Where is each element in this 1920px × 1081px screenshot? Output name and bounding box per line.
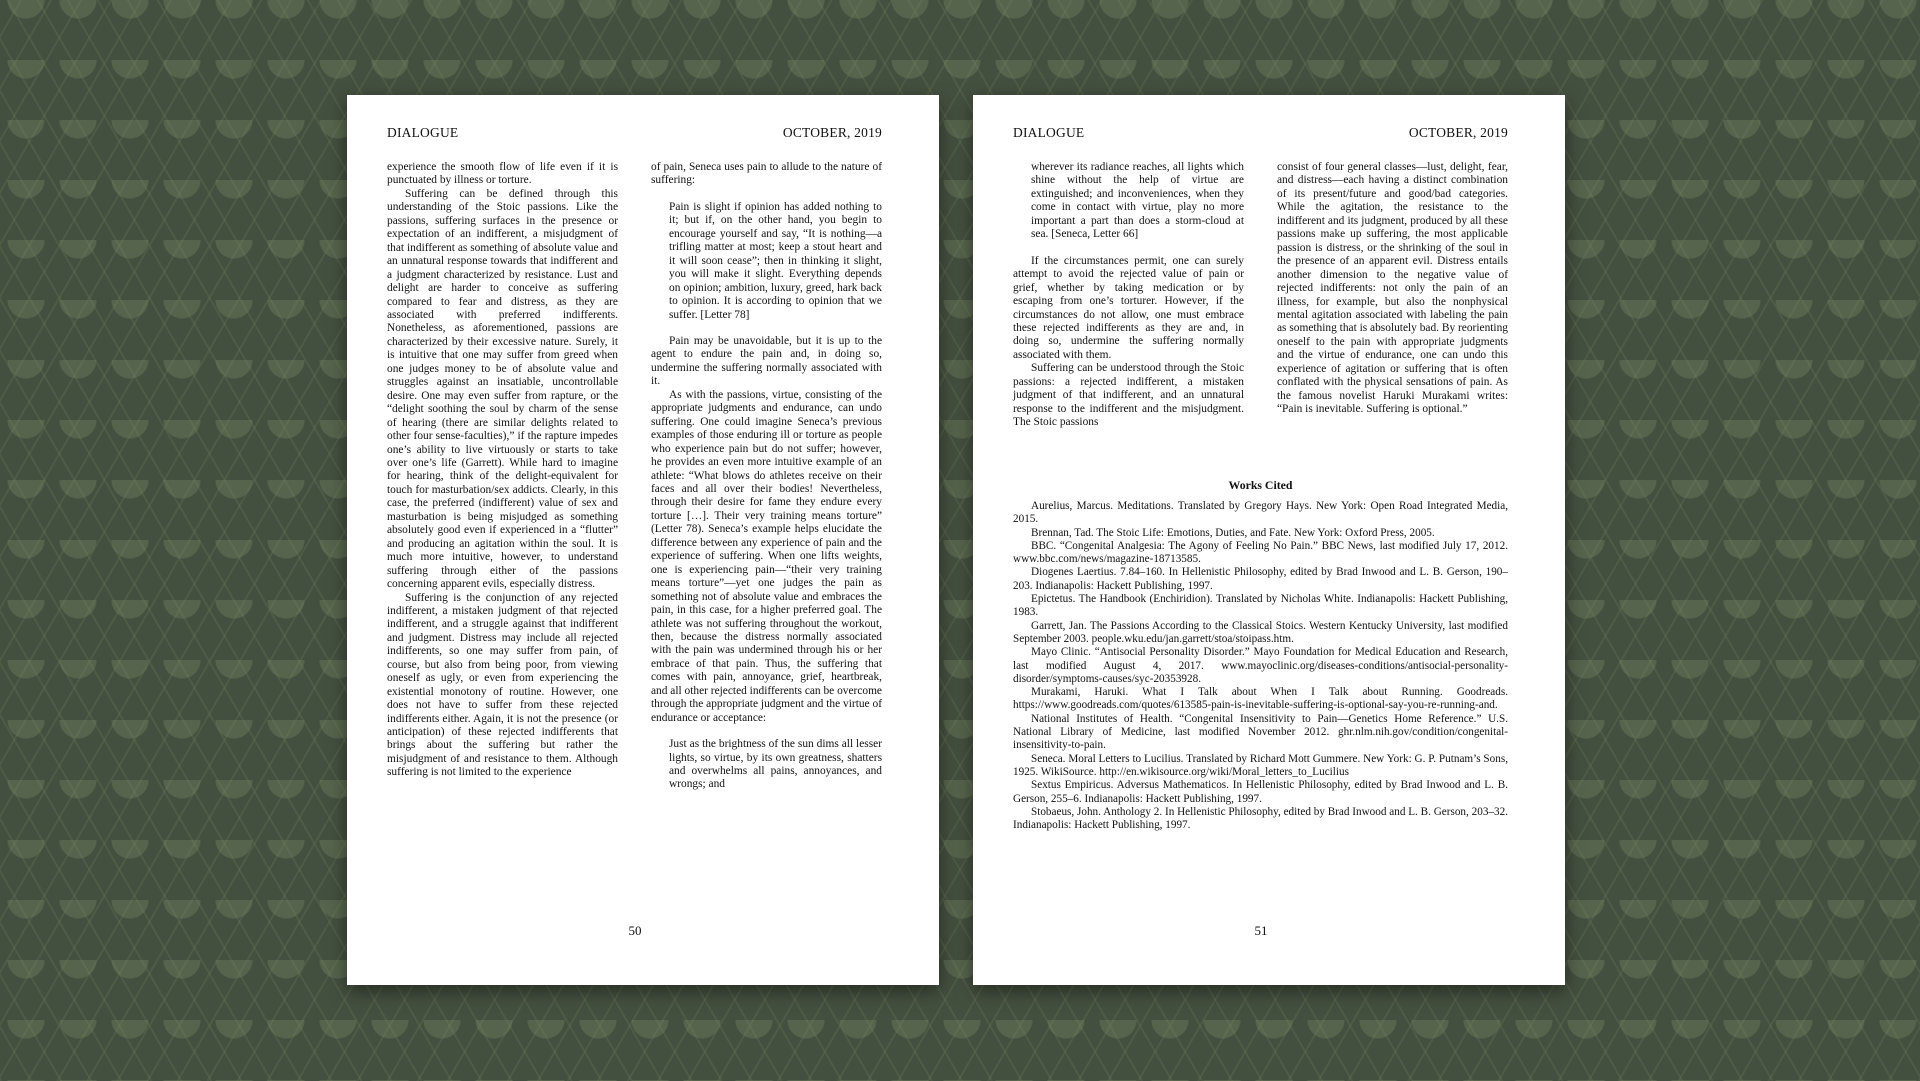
page-number bbox=[347, 923, 939, 939]
citation: Sextus Empiricus. Adversus Mathematicos. In Hellenistic Philosophy, edited by Brad Inwood and L. B. Gerson, 255–6. Indianapolis: Hackett Publishing, 1997. bbox=[1013, 779, 1508, 805]
paragraph: Pain may be unavoidable, but it is up to the agent to endure the pain and, in doing so, undermine the suffering normally associated with it. bbox=[651, 334, 882, 388]
block-quote bbox=[669, 201, 882, 322]
paragraph: consist of four general classes—lust, delight, fear, and distress—each having a distinct combination of its present/future and good/bad categories. While the agitation, the resistance to the indifferent and its judgment, produced by all these passions make up suffering, the most applicable passion is distress, or the shrinking of the soul in the presence of an apparent evil. Distress entails another dimension to the negative value of rejected indifferents: not only the pain of an illness, for example, but also the nonphysical mental agitation associated with labeling the pain as something that is absolutely bad. By reorienting oneself to the pain with appropriate judgments and the virtue of endurance, one can undo this experience of agitation or suffering that is often conflated with the physical sensations of pain. As the famous novelist Haruki Murakami writes: “Pain is inevitable. Suffering is optional.” bbox=[1277, 161, 1508, 416]
paragraph: If the circumstances permit, one can surely attempt to avoid the rejected value of pain or grief, whether by taking medication or by escaping from one’s torturer. However, if the circumstances do not allow, one must embrace these rejected indifferents as they are and, in doing so, undermine the suffering normally associated with them. bbox=[1013, 254, 1244, 361]
running-header bbox=[387, 125, 882, 143]
citation: National Institutes of Health. “Congenital Insensitivity to Pain—Genetics Home Reference.” U.S. National Library of Medicine, last modified November 2012. ghr.nlm.nih.gov/condition/congenital-insensitivity-to-pain. bbox=[1013, 712, 1508, 752]
journal-name: DIALOGUE bbox=[387, 125, 459, 140]
text-columns bbox=[1013, 161, 1508, 471]
citation: Aurelius, Marcus. Meditations. Translated by Gregory Hays. New York: Open Road Integrated Media, 2015. bbox=[1013, 500, 1508, 526]
column-right bbox=[651, 161, 882, 925]
works-cited-list bbox=[1013, 500, 1508, 832]
running-header bbox=[1013, 125, 1508, 143]
paragraph: Suffering can be understood through the Stoic passions: a rejected indifferent, a mistaken judgment of that indifferent, and an unnatural response to the indifferent and the misjudgment. The Stoic passions bbox=[1013, 362, 1244, 429]
quote-text: Just as the brightness of the sun dims all lesser lights, so virtue, by its own greatness, shatters and overwhelms all pains, annoyances, and wrongs; and bbox=[669, 738, 882, 791]
works-cited-heading: Works Cited bbox=[1228, 478, 1293, 492]
quote-text: wherever its radiance reaches, all lights which shine without the help of virtue are extinguished; and inconveniences, when they come in contact with virtue, play no more important a part than does a storm-cloud at sea. [Seneca, Letter 66] bbox=[1031, 161, 1244, 241]
journal-name: DIALOGUE bbox=[1013, 125, 1085, 140]
column-left bbox=[1013, 161, 1244, 471]
citation: Epictetus. The Handbook (Enchiridion). Translated by Nicholas White. Indianapolis: Hackett Publishing, 1983. bbox=[1013, 593, 1508, 619]
block-quote bbox=[669, 738, 882, 792]
paragraph: Suffering can be defined through this understanding of the Stoic passions. Like the passions, suffering surfaces in the presence or expectation of an indifferent, a misjudgment of that indifferent as something of absolute value and an unnatural response towards that indifferent and a judgment characterized by resistance. Lust and delight are harder to conceive as suffering compared to fear and distress, as they are associated with preferred indifferents. Nonetheless, as aforementioned, passions are characterized by their excessive nature. Surely, it is intuitive that one may suffer from greed when one judges money to be of absolute value and struggles against an insatiable, uncontrollable desire. One may even suffer from rapture, or the “delight soothing the soul by charm of the sense of hearing (there are similar delights related to other four sense-faculties),” if the rapture impedes one’s ability to live virtuously or starts to take over one’s life (Garrett). While hard to imagine for hearing, think of the delight-equivalent for touch for masturbation/sex addicts. Clearly, in this case, the preferred (indifferent) value of sex and masturbation is being misjudged as something absolutely good even if experienced in a “flutter” and producing an agitation within the soul. It is much more intuitive, however, to understand suffering through either of the passions concerning apparent evils, especially distress. bbox=[387, 187, 618, 591]
quote-text: Pain is slight if opinion has added nothing to it; but if, on the other hand, you begin to encourage yourself and say, “It is nothing—a trifling matter at most; keep a stout heart and it will soon cease”; then in thinking it slight, you will make it slight. Everything depends on opinion; ambition, luxury, greed, hark back to opinion. It is according to opinion that we suffer. [Letter 78] bbox=[669, 200, 882, 321]
column-left bbox=[387, 161, 618, 925]
paragraph: experience the smooth flow of life even if it is punctuated by illness or torture. bbox=[387, 161, 618, 187]
citation: Murakami, Haruki. What I Talk about When I Talk about Running. Goodreads. https://www.goodreads.com/quotes/613585-pain-is-inevitable-suffering-is-optional-say-you-re-running-and. bbox=[1013, 686, 1508, 712]
citation: Diogenes Laertius. 7.84–160. In Hellenistic Philosophy, edited by Brad Inwood and L. B. Gerson, 190–203. Indianapolis: Hackett Publishing, 1997. bbox=[1013, 566, 1508, 592]
column-right bbox=[1277, 161, 1508, 471]
paragraph: Suffering is the conjunction of any rejected indifferent, a mistaken judgment of that rejected indifferent, and a struggle against that indifferent and judgment. Distress may include all rejected indifferents, so one may suffer from pain, of course, but also from being poor, from viewing oneself as ugly, or even from experiencing the existential monotony of routine. However, one does not have to suffer from these rejected indifferents either. Again, it is not the presence (or anticipation) of these rejected indifferents that brings about the suffering but rather the misjudgment of and resistance to them. Although suffering is not limited to the experience bbox=[387, 591, 618, 779]
citation: Stobaeus, John. Anthology 2. In Hellenistic Philosophy, edited by Brad Inwood and L. B. Gerson, 203–32. Indianapolis: Hackett Publishing, 1997. bbox=[1013, 805, 1508, 832]
issue-date: OCTOBER, 2019 bbox=[1408, 125, 1508, 140]
page-number bbox=[973, 923, 1565, 939]
paragraph: of pain, Seneca uses pain to allude to the nature of suffering: bbox=[651, 161, 882, 187]
citation: BBC. “Congenital Analgesia: The Agony of Feeling No Pain.” BBC News, last modified July 17, 2012. www.bbc.com/news/magazine-18713585. bbox=[1013, 539, 1508, 566]
text-columns bbox=[387, 161, 882, 925]
page-number-text: 50 bbox=[628, 923, 642, 938]
page-number-text: 51 bbox=[1254, 923, 1268, 938]
citation: Brennan, Tad. The Stoic Life: Emotions, Duties, and Fate. New York: Oxford Press, 2005. bbox=[1031, 526, 1435, 539]
citation: Garrett, Jan. The Passions According to the Classical Stoics. Western Kentucky University, last modified September 2003. people.wku.edu/jan.garrett/stoa/stoipass.htm. bbox=[1013, 619, 1508, 645]
citation: Seneca. Moral Letters to Lucilius. Translated by Richard Mott Gummere. New York: G. P. Putnam’s Sons, 1925. WikiSource. http://en.wikisource.org/wiki/Moral_letters_to_Lucilius bbox=[1013, 752, 1508, 778]
page-50 bbox=[347, 95, 939, 985]
issue-date: OCTOBER, 2019 bbox=[782, 125, 882, 140]
paragraph: As with the passions, virtue, consisting of the appropriate judgments and endurance, can undo suffering. One could imagine Seneca’s previous examples of those enduring ill or torture as people who experience pain but do not suffer; however, he provides an even more intuitive example of an athlete: “What blows do athletes receive on their faces and all over their bodies! Nevertheless, through their desire for fame they endure every torture […]. Their very training means torture” (Letter 78). Seneca’s example helps elucidate the difference between any experience of pain and the experience of suffering. When one lifts weights, one is experiencing pain—“their very training means torture”—yet one judges the pain as something not of absolute value and embraces the pain, in this case, for a higher preferred goal. The athlete was not suffering throughout the workout, then, because the distress normally associated with the pain was undermined through his or her embrace of that pain. Thus, the suffering that comes with pain, annoyance, grief, heartbreak, and all other rejected indifferents can be overcome through the appropriate judgment and the virtue of endurance or acceptance: bbox=[651, 388, 882, 724]
block-quote bbox=[1031, 161, 1244, 242]
citation: Mayo Clinic. “Antisocial Personality Disorder.” Mayo Foundation for Medical Education and Research, last modified August 4, 2017. www.mayoclinic.org/diseases-conditions/antisocial-personality-disorder/symptoms-causes/syc-20353928. bbox=[1013, 646, 1508, 685]
page-51 bbox=[973, 95, 1565, 985]
